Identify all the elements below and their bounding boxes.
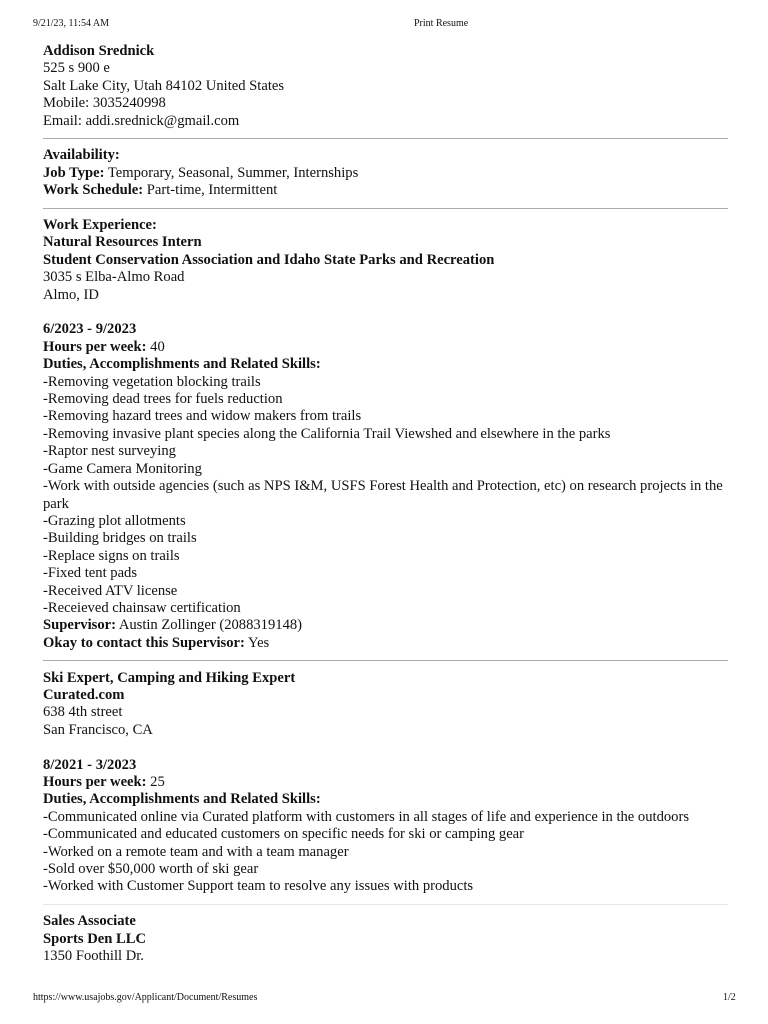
- duty-item: -Game Camera Monitoring: [43, 460, 202, 477]
- print-title: Print Resume: [414, 18, 469, 29]
- duty-item: -Work with outside agencies (such as NPS I&M, USFS Forest Health and Protection, etc) on research projects in the park: [43, 478, 723, 512]
- job-address: 638 4th street: [43, 704, 123, 721]
- duties-heading: Duties, Accomplishments and Related Skills:: [43, 791, 321, 808]
- divider: [43, 130, 728, 147]
- duty-item: -Fixed tent pads: [43, 565, 138, 582]
- address-line-1: 525 s 900 e: [43, 60, 110, 77]
- duty-item: -Receieved chainsaw certification: [43, 599, 241, 616]
- duty-item: -Received ATV license: [43, 582, 178, 599]
- resume-body: [43, 43, 728, 965]
- duty-item: -Replace signs on trails: [43, 547, 180, 564]
- job-city: San Francisco, CA: [43, 721, 153, 738]
- work-experience-heading: Work Experience:: [43, 217, 157, 234]
- job-address: 1350 Foothill Dr.: [43, 948, 144, 965]
- divider: [43, 652, 728, 669]
- work-schedule: Work Schedule: Part-time, Intermittent: [43, 182, 278, 199]
- job-dates: 6/2023 - 9/2023: [43, 321, 137, 338]
- duty-item: -Removing dead trees for fuels reduction: [43, 391, 283, 408]
- job-hours: Hours per week: 25: [43, 773, 165, 790]
- duty-item: -Removing invasive plant species along the California Trail Viewshed and elsewhere in the parks: [43, 425, 611, 442]
- supervisor: Supervisor: Austin Zollinger (2088319148): [43, 617, 303, 634]
- availability-heading: Availability:: [43, 147, 120, 164]
- job-city: Almo, ID: [43, 286, 99, 303]
- duty-item: -Communicated and educated customers on specific needs for ski or camping gear: [43, 826, 525, 843]
- duty-item: -Removing hazard trees and widow makers from trails: [43, 408, 362, 425]
- duty-item: -Communicated online via Curated platform with customers in all stages of life and experience in the outdoors: [43, 808, 690, 825]
- divider: [43, 200, 728, 217]
- job-employer: Curated.com: [43, 686, 125, 703]
- page-url: https://www.usajobs.gov/Applicant/Document/Resumes: [33, 992, 258, 1003]
- duties-list: [43, 809, 728, 896]
- job-title: Natural Resources Intern: [43, 234, 202, 251]
- duty-item: -Building bridges on trails: [43, 530, 197, 547]
- duties-heading: Duties, Accomplishments and Related Skills:: [43, 356, 321, 373]
- address-line-2: Salt Lake City, Utah 84102 United States: [43, 77, 285, 94]
- duties-list: [43, 374, 728, 618]
- print-datetime: 9/21/23, 11:54 AM: [33, 18, 110, 29]
- job-type: Job Type: Temporary, Seasonal, Summer, Internships: [43, 164, 359, 181]
- duty-item: -Sold over $50,000 worth of ski gear: [43, 861, 259, 878]
- duty-item: -Worked with Customer Support team to resolve any issues with products: [43, 878, 474, 895]
- job-title: Sales Associate: [43, 913, 136, 930]
- job-employer: Student Conservation Association and Idaho State Parks and Recreation: [43, 251, 495, 268]
- duty-item: -Raptor nest surveying: [43, 443, 176, 460]
- job-dates: 8/2021 - 3/2023: [43, 756, 137, 773]
- page-number: 1/2: [723, 992, 736, 1003]
- divider: [43, 896, 728, 913]
- duty-item: -Worked on a remote team and with a team manager: [43, 843, 349, 860]
- job-hours: Hours per week: 40: [43, 338, 165, 355]
- duty-item: -Removing vegetation blocking trails: [43, 373, 261, 390]
- supervisor-contact: Okay to contact this Supervisor: Yes: [43, 634, 270, 651]
- job-address: 3035 s Elba-Almo Road: [43, 269, 185, 286]
- email: Email: addi.srednick@gmail.com: [43, 112, 240, 129]
- mobile: Mobile: 3035240998: [43, 95, 166, 112]
- applicant-name: Addison Srednick: [43, 43, 155, 59]
- duty-item: -Grazing plot allotments: [43, 512, 186, 529]
- job-employer: Sports Den LLC: [43, 930, 146, 947]
- job-title: Ski Expert, Camping and Hiking Expert: [43, 669, 296, 686]
